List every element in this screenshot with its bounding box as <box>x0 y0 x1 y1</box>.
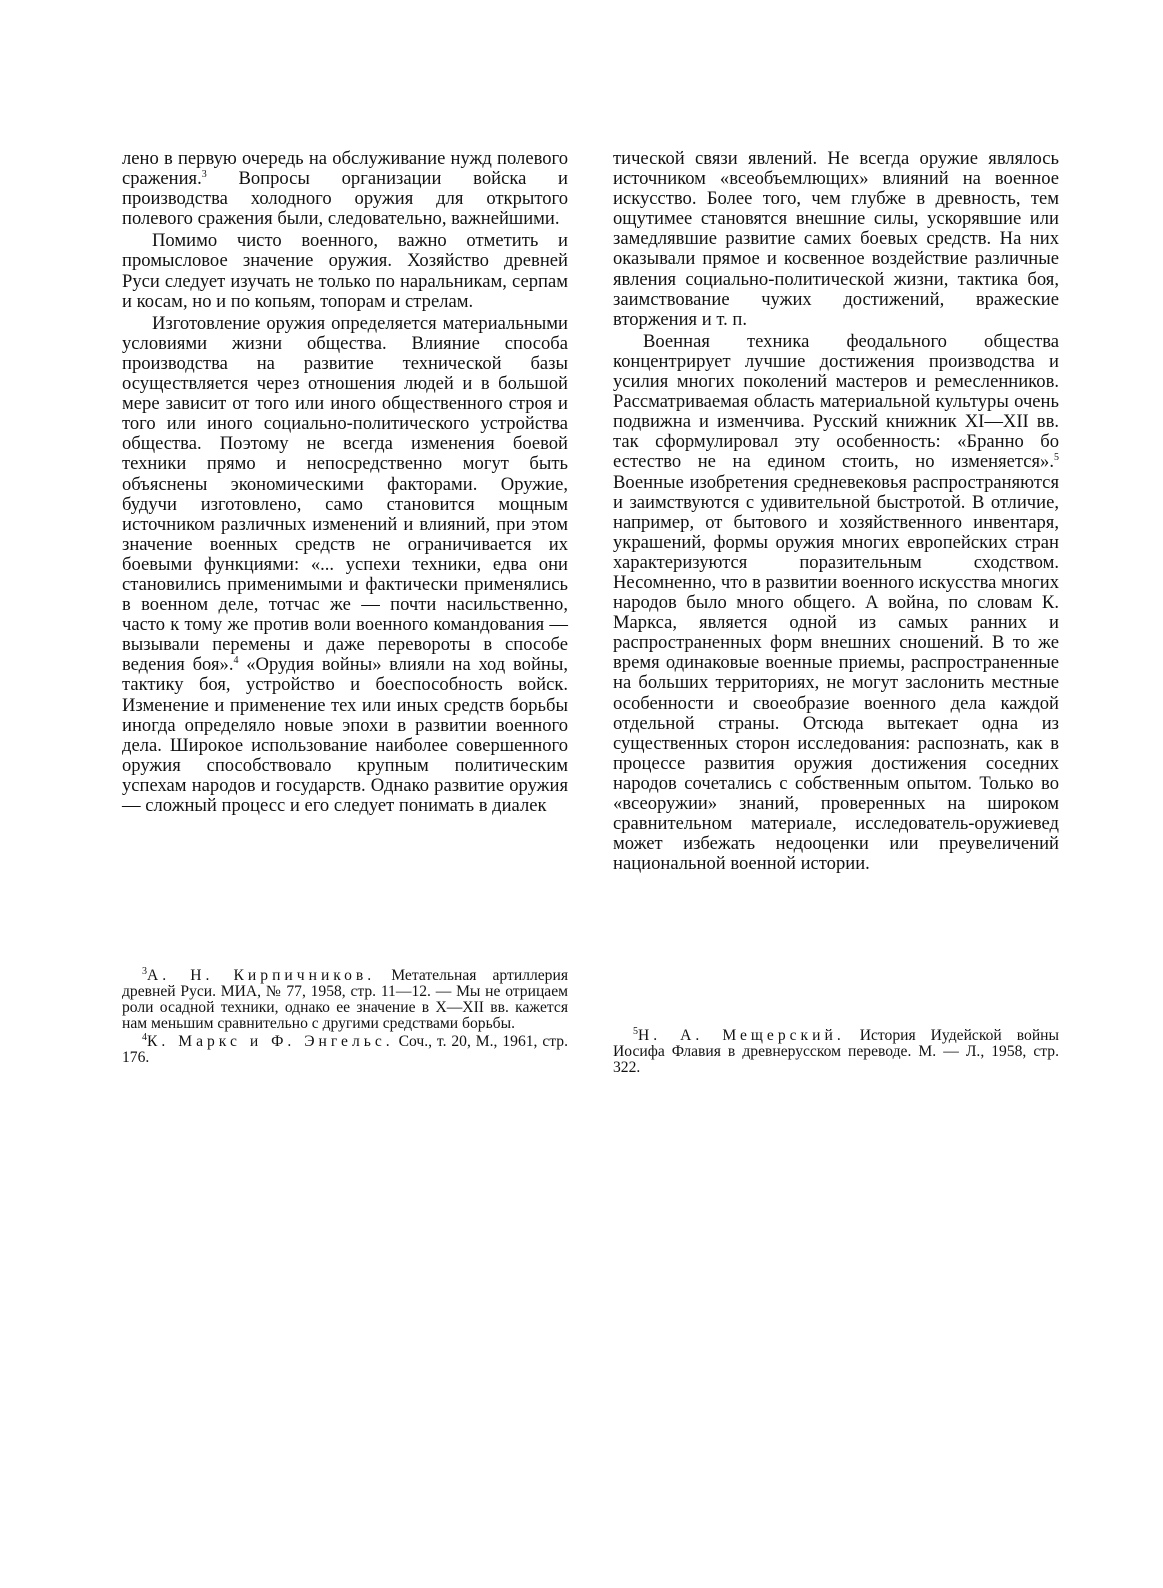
right-footnotes <box>613 1025 1059 1076</box>
footnote-number: 3 <box>142 965 147 977</box>
footnote-ref: 4 <box>233 655 239 667</box>
footnote-number: 5 <box>633 1025 638 1037</box>
footnote-text: Метательная артиллерия древней Руси. МИА, № 77, 1958, стр. 11—12. — Мы не отрицаем роли осадной техники, однако ее значение в X—XII вв. кажется нам меньшим сравнительно с другими средствами борьбы. <box>122 967 568 1032</box>
footnote-number: 4 <box>142 1031 147 1043</box>
paragraph <box>122 314 568 816</box>
left-column <box>122 149 568 816</box>
right-column <box>613 149 1059 874</box>
footnote-ref: 5 <box>1054 452 1059 464</box>
footnote <box>613 1025 1059 1076</box>
left-footnotes <box>122 965 568 1066</box>
footnote-author: К. Маркс и Ф. Энгельс. <box>147 1033 394 1050</box>
footnote <box>122 1031 568 1066</box>
paragraph <box>122 149 568 229</box>
paragraph-text: Вопросы организации войска и производства холодного оружия для открытого полевого сражения были, следовательно, важнейшими. <box>122 168 568 230</box>
footnote-author: Н. А. Мещерский. <box>638 1027 845 1044</box>
paragraph-text: Изготовление оружия определяется материальными условиями жизни общества. Влияние способа производства на развитие технической базы осуществляется через отношения людей и в большой мере зависит от того или иного общественного строя и того или иного социально-политического устройства общества. Поэтому не всегда изменения боевой техники прямо и непосредственно могут быть объяснены экономическими факторами. Оружие, будучи изготовлено, само становится мощным источником различных изменений и влияний, при этом значение военных средств не ограничивается их боевыми функциями: «... успехи техники, едва они становились применимыми и фактически применялись в военном деле, тотчас же — почти насильственно, часто к тому же против воли военного командования — вызывали перемены и даже перевороты в способе ведения боя». <box>122 312 568 676</box>
paragraph: Помимо чисто военного, важно отметить и промысловое значение оружия. Хозяйство древней Руси следует изучать не только по наральникам, серпам и косам, но и по копьям, топорам и стрелам. <box>122 230 568 312</box>
footnote-author: А. Н. Кирпичников. <box>147 967 376 984</box>
paragraph-text: «Орудия войны» влияли на ход войны, тактику боя, устройство и боеспособность войск. Изменение и применение тех или иных средств борьбы иногда определяло новые эпохи в развитии военного дела. Широкое использование наиболее совершенного оружия способствовало крупным политическим успехам народов и государств. Однако развитие оружия — сложный процесс и его следует понимать в диалек <box>122 654 568 816</box>
footnote-text: Соч., т. 20, М., 1961, стр. 176. <box>122 1033 568 1066</box>
footnote-ref: 3 <box>201 168 207 180</box>
paragraph-text: Военные изобретения средневековья распространяются и заимствуются с удивительной быстротой. В отличие, например, от бытового и хозяйственного инвентаря, украшений, формы оружия многих европейских стран характеризуются поразительным сходством. Несомненно, что в развитии военного искусства многих народов было много общего. А война, по словам К. Маркса, является одной из самых ранних и распространенных форм внешних сношений. В то же время одинаковые военные приемы, распространенные на больших территориях, не могут заслонить местные особенности и своеобразие военного дела каждой отдельной страны. Отсюда вытекает одна из существенных сторон исследования: распознать, как в процессе развития оружия достижения соседних народов сочетались с собственным опытом. Только во «всеоружии» знаний, проверенных на широком сравнительном материале, исследователь-оружиевед может избежать недооценки или преувеличений национальной военной истории. <box>613 471 1059 875</box>
paragraph: тической связи явлений. Не всегда оружие являлось источником «всеобъемлющих» влияний на военное искусство. Более того, чем глубже в древность, тем ощутимее становятся внешние силы, ускорявшие или замедлявшие развитие самих боевых средств. На них оказывали прямое и косвенное воздействие различные явления социально-политической жизни, тактика боя, заимствование чужих достижений, вражеские вторжения и т. п. <box>613 148 1059 330</box>
footnote <box>122 965 568 1032</box>
paragraph-text: лено в первую очередь на обслуживание нужд полевого сражения. <box>122 148 568 190</box>
paragraph <box>613 332 1059 875</box>
footnote-text: История Иудейской войны Иосифа Флавия в древнерусском переводе. М. — Л., 1958, стр. 322. <box>613 1027 1059 1076</box>
paragraph-text: Военная техника феодального общества концентрирует лучшие достижения производства и усилия многих поколений мастеров и ремесленников. Рассматриваемая область материальной культуры очень подвижна и изменчива. Русский книжник XI—XII вв. так сформулировал эту особенность: «Бранно бо естество не на едином стоить, но изменяется». <box>613 330 1059 473</box>
